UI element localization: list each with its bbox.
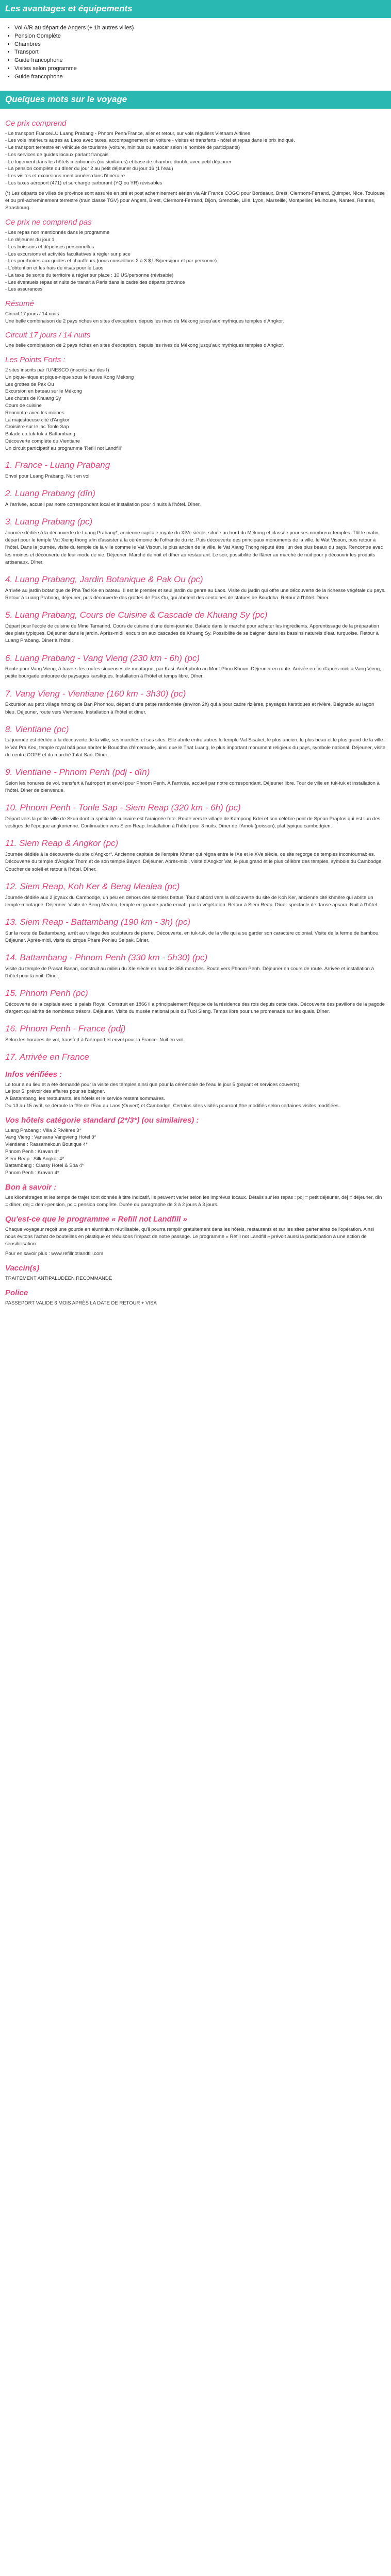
day-title: 1. France - Luang Prabang — [5, 460, 110, 470]
point-item: Cours de cuisine — [5, 402, 42, 409]
excluded-line: - Les éventuels repas et nuits de transit à Paris dans le cadre des départs province — [5, 279, 185, 285]
points-list — [5, 367, 386, 452]
police-text: PASSEPORT VALIDE 6 MOIS APRÈS LA DATE DE RETOUR + VISA — [5, 1300, 157, 1306]
day-text: La journée est dédiée à la découverte de la ville, ses marchés et ses sites. Elle abrite entre autres le temple Vat Sisaket, le plus ancien, le plus beau et le plus grand de la ville : le Vat Pra Keo, temple royal bâti pour abriter le Bouddha d'émeraude, ainsi que le That Luang, le plus important monument religieux du pays, symbole national. Déjeuner, visite du centre COPE et du marché Talat Sao. Dîner. — [5, 737, 386, 758]
advantage-item: • Guide francophone — [14, 57, 386, 65]
point-item: Les grottes de Pak Ou — [5, 381, 54, 387]
trip-banner: Quelques mots sur le voyage — [0, 91, 391, 109]
advantage-item: • Pension Complète — [14, 32, 386, 41]
day-title: 14. Battambang - Phnom Penh (330 km - 5h30) (pc) — [5, 953, 208, 963]
vaccines-text: TRAITEMENT ANTIPALUDÉEN RECOMMANDÉ — [5, 1275, 112, 1281]
summary-heading: Résumé — [5, 299, 34, 309]
price-included-heading: Ce prix comprend — [5, 118, 67, 128]
advantage-item: • Transport — [14, 48, 386, 57]
day-text: Journée dédiée aux 2 joyaux du Cambodge, un peu en dehors des sentiers battus. Tout d'abord vers la découverte du site de Koh Ker, ancienne cité khmère qui abrite un temple-montagne. Déjeuner. Visite de Beng Mealea, temple en grande partie envahi par la végétation. Retour à Siem Reap. Dîner-spectacle de danse apsara. Nuit à l'hôtel. — [5, 894, 379, 908]
price-line: - Le transport France/LU Luang Prabang - Phnom Penh/France, aller et retour, sur vols réguliers Vietnam Airlines, — [5, 130, 252, 137]
price-excluded-heading: Ce prix ne comprend pas — [5, 218, 92, 227]
point-item: Rencontre avec les moines — [5, 410, 64, 416]
day-text: Arrivée au jardin botanique de Pha Tad Ke en bateau. Il est le premier et seul jardin du genre au Laos. Visite du jardin qui offre une découverte de la richesse végétale du pays. Retour à Luang Prabang, déjeuner, puis découverte des grottes de Pak Ou, qui abritent des centaines de statues de Bouddha. Retour à l'hôtel. Dîner. — [5, 587, 386, 601]
advantages-list — [5, 24, 386, 82]
point-item: Excursion en bateau sur le Mékong — [5, 388, 82, 395]
price-line: - Le transport terrestre en véhicule de tourisme (voiture, minibus ou autocar selon le nombre de participants) — [5, 145, 240, 151]
excluded-line: - Les excursions et activités facultatives à régler sur place — [5, 251, 131, 257]
day-text: Départ pour l'école de cuisine de Mme Tamarind. Cours de cuisine d'une demi-journée. Balade dans le marché pour acheter les ingrédients. Apprentissage de la préparation des plats typiques. Déjeuner dans le jardin. Après-midi, excursion aux cascades de Khuang Sy. Possibilité de se baigner dans les bassins naturels d'eau turquoise. Retour à Luang Prabang. Dîner à l'hôtel. — [5, 623, 379, 644]
point-item: Croisière sur le lac Tonle Sap — [5, 424, 69, 430]
point-item: La majestueuse cité d'Angkor — [5, 417, 70, 423]
hotel-line: Battambang : Classy Hotel & Spa 4* — [5, 1163, 84, 1169]
price-line: - Les vols intérieurs autres au Laos avec taxes, accompagnement en voiture - visites et transferts - hôtel et repas dans le prix indiqué. — [5, 138, 295, 144]
day-text: Découverte de la capitale avec le palais Royal. Construit en 1866 il a principalement l'équipe de la résidence des rois depuis cette date. Découverte des pavillons de la pagode d'argent qui abrite de nombreux trésors. Déjeuner. Visite du musée national puis du Tuol Sleng. Temps libre pour une promenade sur les quais. Dîner. — [5, 1001, 385, 1015]
hotel-line: Luang Prabang : Villa 2 Rivières 3* — [5, 1127, 82, 1133]
circuit-text: Une belle combinaison de 2 pays riches en sites d'exception, depuis les rives du Mékong jusqu'aux mythiques temples d'Angkor. — [5, 343, 284, 349]
hotels-list — [5, 1127, 386, 1177]
vaccines-heading: Vaccin(s) — [5, 1263, 40, 1273]
advantages-banner: Les avantages et équipements — [0, 0, 391, 18]
day-text: Journée dédiée à la découverte du site d'Angkor*. Ancienne capitale de l'empire Khmer qui régna entre le IXe et le XVe siècle, ce site regorge de temples incontournables. Découverte du temple d'Angkor Thom et de son temple Bayon. Déjeuner. Après-midi, visite d'Angkor Vat, le plus grand et le plus célèbre des temples, symbole du Cambodge. Coucher de soleil et retour à l'hôtel. Dîner. — [5, 852, 383, 872]
day-title: 11. Siem Reap & Angkor (pc) — [5, 838, 119, 849]
point-item: Un circuit participatif au programme 'Refill not Landfill' — [5, 445, 122, 451]
summary-line: Une belle combinaison de 2 pays riches en sites d'exception, depuis les rives du Mékong jusqu'aux mythiques temples d'Angkor. — [5, 318, 284, 324]
price-line: - Le logement dans les hôtels mentionnés (ou similaires) et base de chambre double avec petit déjeuner — [5, 159, 232, 165]
day-text: Visite du temple de Prasat Banan, construit au milieu du XIe siècle en haut de 358 marches. Route vers Phnom Penh. Déjeuner en cours de route. Arrivée et installation à l'hôtel pour la nuit. Dîner. — [5, 965, 374, 979]
price-included-list — [5, 130, 386, 187]
day-title: 9. Vientiane - Phnom Penh (pdj - dîn) — [5, 767, 150, 777]
info-line: Du 13 au 15 avril, se déroule la fête de l'Eau au Laos (Ouvert) et Cambodge. Certains sites visités pourront être modifiés selon certaines visites modifiées. — [5, 1103, 340, 1109]
summary-line: Circuit 17 jours / 14 nuits — [5, 311, 59, 317]
day-title: 7. Vang Vieng - Vientiane (160 km - 3h30) (pc) — [5, 688, 186, 699]
refill-text: Chaque voyageur reçoit une gourde en aluminium réutilisable, qu'il pourra remplir gratuitement dans les hôtels, restaurants et sur les sites partenaires de l'opération. Ainsi nous évitons l'achat de bouteilles en plastique et réduisons l'impact de notre passage. Le programme « Refill not Landfill » prévoit aussi la participation à une action de sensibilisation. — [5, 1226, 374, 1247]
point-item: Découverte complète du Vientiane — [5, 438, 80, 444]
police-heading: Police — [5, 1288, 28, 1297]
day-text: Envol pour Luang Prabang. Nuit en vol. — [5, 473, 91, 479]
day-title: 5. Luang Prabang, Cours de Cuisine & Cascade de Khuang Sy (pc) — [5, 610, 268, 620]
day-text: À l'arrivée, accueil par notre correspondant local et installation pour 4 nuits à l'hôtel. Dîner. — [5, 501, 201, 507]
points-heading: Les Points Forts : — [5, 355, 66, 365]
day-text: Départ vers la petite ville de Skun dont la spécialité culinaire est l'araignée frite. Route vers le village de Kampong Kdei et son célèbre pont de Spean Praptos qui est l'un des vestiges de l'époque angkorienne. Continuation vers Siem Reap. Installation à l'hôtel pour 3 nuits. Dîner de l'Amok (poisson), plat typique cambodgien. — [5, 816, 381, 829]
circuit-heading: Circuit 17 jours / 14 nuits — [5, 331, 91, 340]
hotel-line: Siem Reap : Silk Angkor 4* — [5, 1156, 64, 1162]
point-item: Un pique-nique et pique-nique sous le fleuve Kong Mekong — [5, 374, 134, 380]
info-list — [5, 1081, 386, 1110]
hotels-heading: Vos hôtels catégorie standard (2*/3*) (ou similaires) : — [5, 1115, 199, 1125]
price-line: - Les services de guides locaux parlant français — [5, 151, 109, 158]
hotel-line: Vientiane : Rassamekoun Boutique 4* — [5, 1142, 88, 1148]
excluded-line: - Les repas non mentionnés dans le programme — [5, 230, 110, 236]
info-line: Le tour a eu lieu et a été demandé pour la visite des temples ainsi que pour la cérémonie de l'eau le jour 5 (payant et services couverts). — [5, 1081, 301, 1088]
advantage-item: • Chambres — [14, 41, 386, 49]
day-title: 3. Luang Prabang (pc) — [5, 517, 93, 527]
day-title: 15. Phnom Penh (pc) — [5, 988, 88, 998]
advantages-section — [0, 18, 391, 91]
excluded-line: - Les boissons et dépenses personnelles — [5, 244, 94, 250]
itinerary — [5, 459, 386, 1064]
info-line: Le jour 5, prévoir des affaires pour se baigner. — [5, 1089, 105, 1095]
good-to-know-text: Les kilométrages et les temps de trajet sont donnés à titre indicatif, ils peuvent varier selon les imprévus locaux. Détails sur les repas : pdj = petit déjeuner, déj = déjeuner, dîn = dîner, dej = demi-pension, pc = pension complète. Durée du paragraphe de 3 à 2 jours à 3 jours. — [5, 1194, 382, 1208]
point-item: 2 sites inscrits par l'UNESCO (inscrits par des Ⅰ) — [5, 367, 109, 374]
hotel-line: Phnom Penh : Kravan 4* — [5, 1170, 59, 1176]
excluded-line: - Le déjeuner du jour 1 — [5, 236, 55, 243]
day-text: Sur la route de Battambang, arrêt au village des sculpteurs de pierre. Découverte, en tuk-tuk, de la ville qui a su garder son caractère colonial. Visite de la ferme de bambou. Déjeuner. Après-midi, visite du cirque Phare Ponleu Selpak. Dîner. — [5, 930, 380, 943]
day-text: Journée dédiée à la découverte de Luang Prabang*, ancienne capitale royale du XIVe siècle, située au bord du Mékong et classée pour ses nombreux temples. Tôt le matin, départ pour le temple Vat Xieng thong afin d'assister à la cérémonie de l'offrande du riz. Puis découverte des principaux monuments de la ville, le Wat Visoun, puis retour à l'hôtel. Dans la journée, visite du temple de la ville comme le Vat Visoun, le plus ancien de la ville, le Vat Xiang Thong réputé être l'un des plus beaux du pays. Rencontre avec les moines et découverte de leur mode de vie. Déjeuner. Marché de nuit et dîner au restaurant. Le soir, possibilité de flâner au marché de nuit pour y découvrir les produits artisanaux. Dîner. — [5, 530, 383, 565]
day-title: 10. Phnom Penh - Tonle Sap - Siem Reap (320 km - 6h) (pc) — [5, 803, 241, 813]
refill-link[interactable]: Pour en savoir plus : www.refillnotlandfill.com — [5, 1250, 104, 1257]
day-title: 12. Siem Reap, Koh Ker & Beng Mealea (pc) — [5, 881, 180, 891]
info-line: À Battambang, les restaurants, les hôtels et le service restent sommaires. — [5, 1096, 165, 1102]
advantage-item: • Guide francophone — [14, 73, 386, 81]
day-title: 13. Siem Reap - Battambang (190 km - 3h) (pc) — [5, 917, 191, 927]
price-excluded-list — [5, 229, 386, 293]
excluded-line: - Les assurances — [5, 286, 43, 293]
day-title: 16. Phnom Penh - France (pdj) — [5, 1024, 126, 1034]
day-title: 2. Luang Prabang (dîn) — [5, 488, 95, 499]
hotel-line: Vang Vieng : Vansana Vangvieng Hotel 3* — [5, 1134, 96, 1141]
point-item: Les chutes de Khuang Sy — [5, 396, 61, 402]
excluded-line: - Les pourboires aux guides et chauffeurs (nous conseillons 2 à 3 $ US/pers/jour et par personne) — [5, 258, 217, 264]
info-heading: Infos vérifiées : — [5, 1070, 62, 1079]
price-line: - Les taxes aéroport (471) et surcharge carburant (YQ ou YR) révisables — [5, 180, 162, 186]
day-title: 8. Vientiane (pc) — [5, 724, 69, 734]
refill-heading: Qu'est-ce que le programme « Refill not Landfill » — [5, 1215, 187, 1224]
good-to-know-heading: Bon à savoir : — [5, 1182, 57, 1192]
point-item: Balade en tuk-tuk à Battambang — [5, 431, 75, 437]
trip-section — [0, 109, 391, 1314]
summary-list — [5, 311, 386, 325]
hotel-line: Phnom Penh : Kravan 4* — [5, 1148, 59, 1155]
excluded-line: - La taxe de sortie du territoire à régler sur place : 10 US/personne (révisable) — [5, 272, 174, 278]
day-text: Selon les horaires de vol, transfert à l'aéroport et envol pour la France. Nuit en vol. — [5, 1037, 184, 1043]
day-text: Selon les horaires de vol, transfert à l'aéroport et envol pour Phnom Penh. À l'arrivée, accueil par notre correspondant. Déjeuner libre. Tour de ville en tuk-tuk et installation à l'hôtel. Dîner de bienvenue. — [5, 780, 380, 794]
day-title: 4. Luang Prabang, Jardin Botanique & Pak Ou (pc) — [5, 574, 203, 584]
day-text: Excursion au petit village hmong de Ban Phonhou, départ d'une petite randonnée (environ 2h) qui a pour cadre rizières, paysages karstiques et rivière. Baignade au lagon bleu. Déjeuner, route vers Vientiane. Installation à l'hôtel et dîner. — [5, 702, 374, 715]
price-note: (*) Les départs de villes de province sont assurés en pré et post acheminement aérien via Air France COGO pour Bordeaux, Brest, Clermont-Ferrand, Quimper, Nice, Toulouse et ou pré-acheminement terrestre (train classe TGV) pour Angers, Brest, Clermont-Ferrand, Dijon, Grenoble, Lille, Lyon, Marseille, Montpellier, Mulhouse, Nantes, Rennes, Strasbourg. — [5, 190, 385, 211]
day-title: 17. Arrivée en France — [5, 1052, 89, 1062]
day-title: 6. Luang Prabang - Vang Vieng (230 km - 6h) (pc) — [5, 653, 200, 663]
excluded-line: - L'obtention et les frais de visas pour le Laos — [5, 265, 104, 272]
advantage-item: • Vol A/R au départ de Angers (+ 1h autres villes) — [14, 24, 386, 32]
price-line: - La pension complète du dîner du jour 2 au petit déjeuner du jour 16 (1 l'eau) — [5, 166, 173, 172]
day-text: Route pour Vang Vieng, à travers les routes sinueuses de montagne, par Kasi. Arrêt photo au Mont Phou Khoun. Déjeuner en route. Arrivée en fin d'après-midi à Vang Vieng, petite bourgade entourée de paysages karstiques. Installation à l'hôtel et temps libre. Dîner. — [5, 666, 381, 680]
advantage-item: • Visites selon programme — [14, 65, 386, 73]
price-line: - Les visites et excursions mentionnées dans l'itinéraire — [5, 173, 125, 179]
